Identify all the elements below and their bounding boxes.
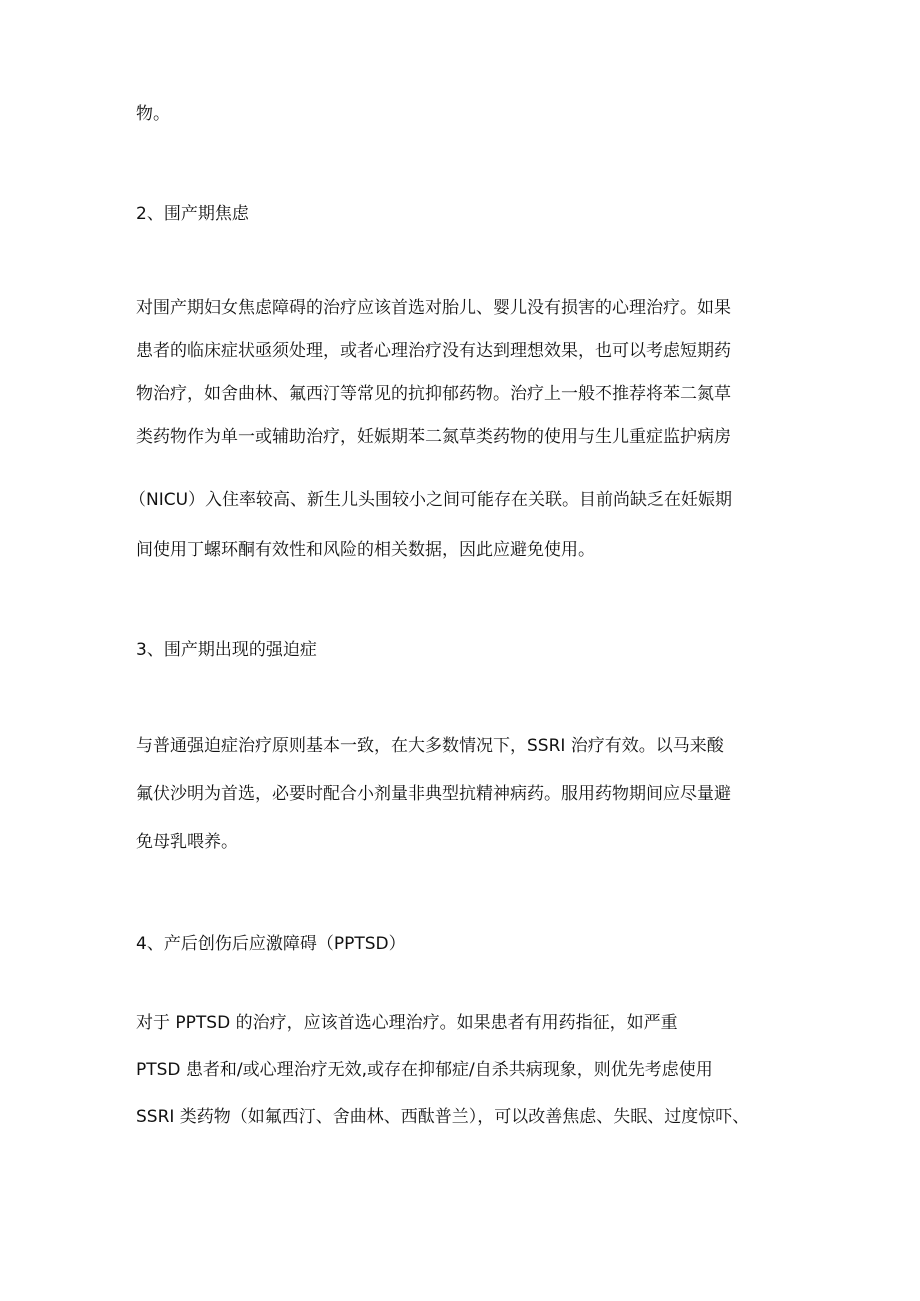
section-3-line-1: 与普通强迫症治疗原则基本一致，在大多数情况下，SSRI 治疗有效。以马来酸	[136, 736, 724, 756]
section-4-line-3: SSRI 类药物（如氟西汀、舍曲林、西酞普兰），可以改善焦虑、失眠、过度惊吓、	[136, 1107, 750, 1127]
section-4-line-2: PTSD 患者和/或心理治疗无效,或存在抑郁症/自杀共病现象，则优先考虑使用	[136, 1060, 713, 1080]
section-4-line-1: 对于 PPTSD 的治疗，应该首选心理治疗。如果患者有用药指征，如严重	[136, 1013, 678, 1033]
section-2-line-4: 类药物作为单一或辅助治疗，妊娠期苯二氮草类药物的使用与生儿重症监护病房	[136, 427, 731, 447]
section-2-line-5: （NICU）入住率较高、新生儿头围较小之间可能存在关联。目前尚缺乏在妊娠期	[129, 490, 733, 510]
section-2-line-1: 对围产期妇女焦虑障碍的治疗应该首选对胎儿、婴儿没有损害的心理治疗。如果	[136, 298, 731, 318]
section-2-line-2: 患者的临床症状亟须处理，或者心理治疗没有达到理想效果，也可以考虑短期药	[136, 341, 731, 361]
section-3-heading: 3、围产期出现的强迫症	[136, 640, 317, 660]
section-3-line-2: 氟伏沙明为首选，必要时配合小剂量非典型抗精神病药。服用药物期间应尽量避	[136, 784, 731, 804]
section-2-line-3: 物治疗，如舍曲林、氟西汀等常见的抗抑郁药物。治疗上一般不推荐将苯二氮草	[136, 384, 731, 404]
section-2-heading: 2、围产期焦虑	[136, 204, 249, 224]
section-3-line-3: 免母乳喂养。	[136, 832, 238, 852]
section-4-heading: 4、产后创伤后应激障碍（PPTSD）	[136, 934, 406, 954]
section-2-line-6: 间使用丁螺环酮有效性和风险的相关数据，因此应避免使用。	[136, 540, 595, 560]
paragraph-1-line-1: 物。	[136, 104, 170, 124]
